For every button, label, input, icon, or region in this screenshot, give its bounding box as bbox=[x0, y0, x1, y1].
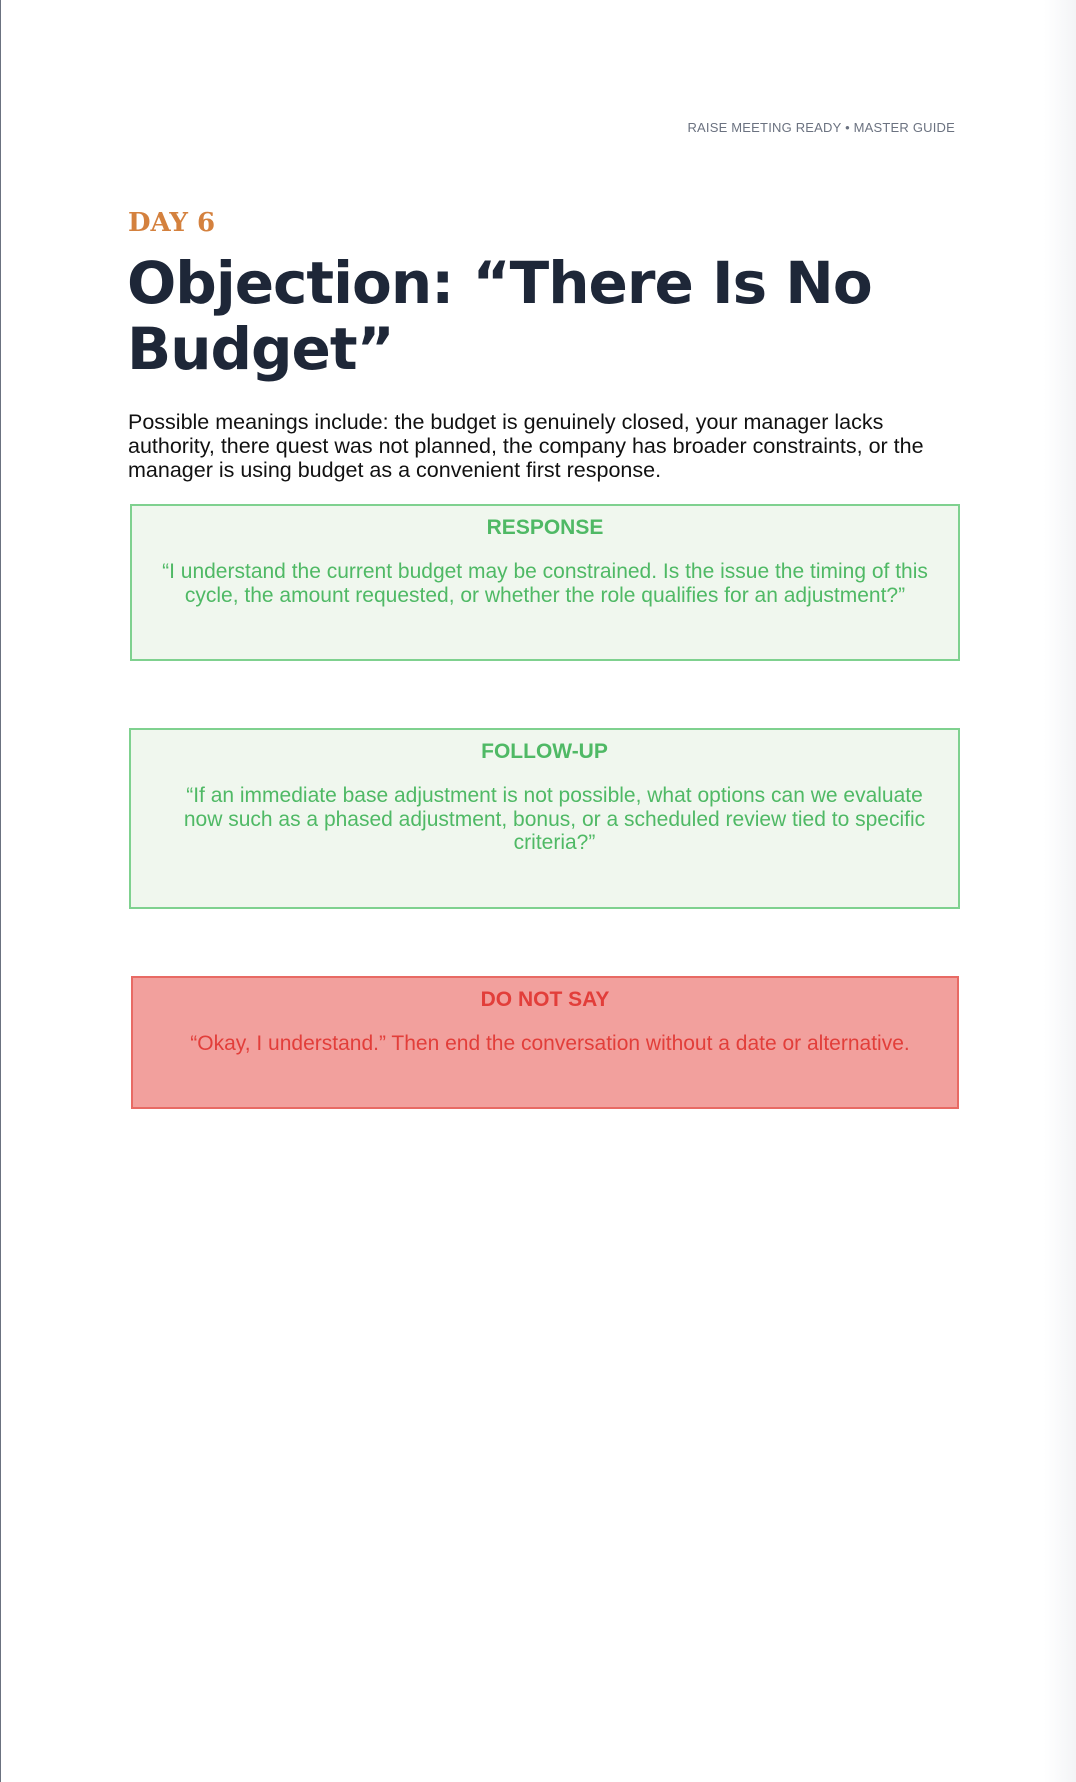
follow-up-callout bbox=[129, 728, 960, 909]
do-not-say-text: “Okay, I understand.” Then end the conversation without a date or alternative. bbox=[190, 1032, 910, 1055]
running-header: RAISE MEETING READY • MASTER GUIDE bbox=[687, 120, 955, 135]
intro-paragraph: Possible meanings include: the budget is genuinely closed, your manager lacks authority, there quest was not planned, the company has broader constraints, or the manager is using budget as a convenient first response. bbox=[128, 410, 924, 482]
page-left-edge bbox=[0, 0, 1, 1782]
response-callout bbox=[130, 504, 960, 661]
page-title: Objection: “There Is No Budget” bbox=[127, 249, 872, 383]
response-text: “I understand the current budget may be constrained. Is the issue the timing of this cycle, the amount requested, or whether the role qualifies for an adjustment?” bbox=[162, 560, 928, 607]
response-heading: RESPONSE bbox=[486, 516, 604, 539]
page-right-shadow bbox=[1044, 0, 1076, 1782]
do-not-say-heading: DO NOT SAY bbox=[480, 988, 610, 1011]
follow-up-heading: FOLLOW-UP bbox=[481, 740, 608, 763]
day-label: DAY 6 bbox=[128, 208, 216, 238]
do-not-say-callout bbox=[131, 976, 959, 1109]
follow-up-text: “If an immediate base adjustment is not possible, what options can we evaluate now such as a phased adjustment, bonus, or a scheduled review tied to specific criteria?” bbox=[183, 784, 926, 854]
